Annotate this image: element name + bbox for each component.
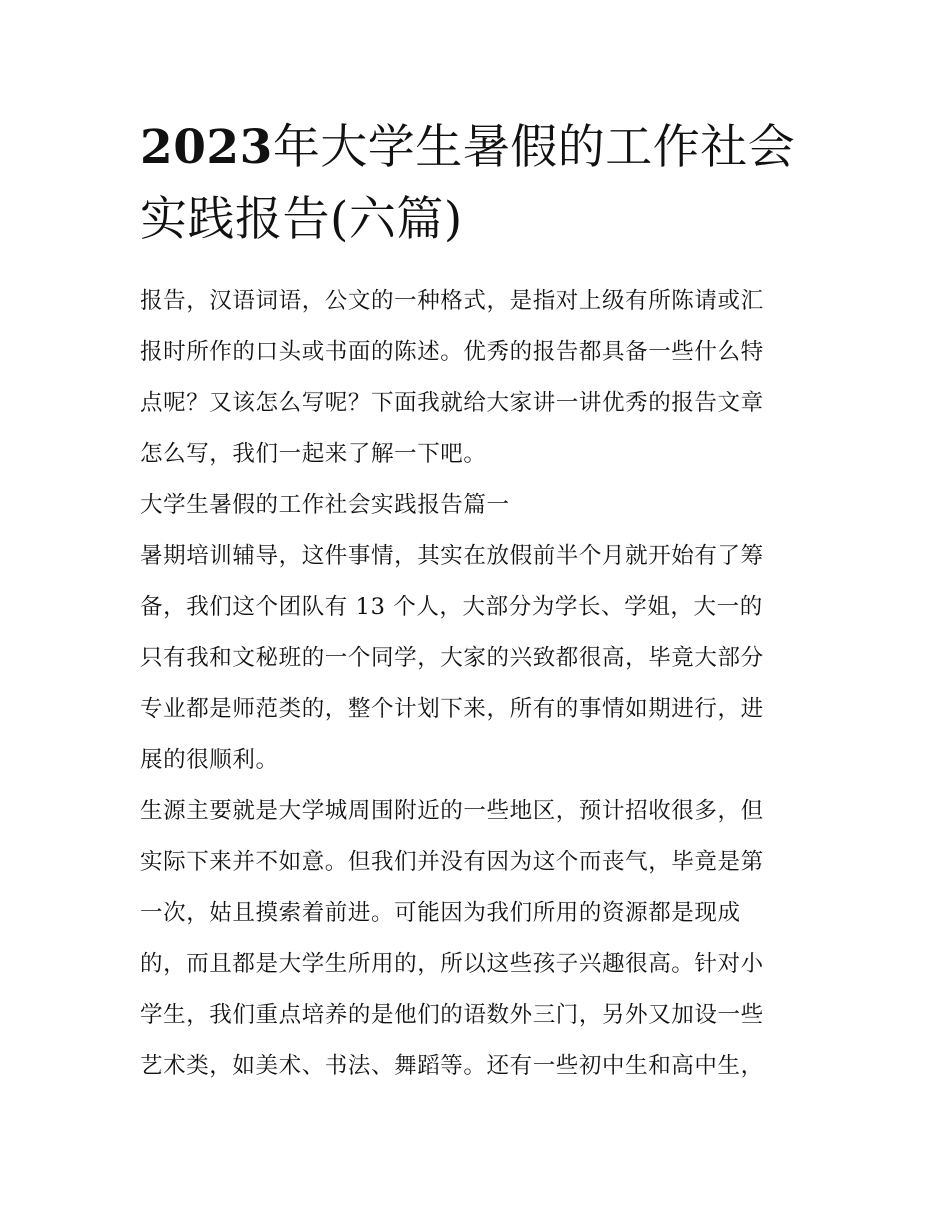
title-line-1: [140, 112, 820, 184]
body-line: 报告，汉语词语，公文的一种格式，是指对上级有所陈请或汇: [140, 288, 764, 314]
body-line: 一次，姑且摸索着前进。可能因为我们所用的资源都是现成: [140, 900, 741, 926]
body-line: 实际下来并不如意。但我们并没有因为这个而丧气，毕竟是第: [140, 849, 764, 875]
body-line: 怎么写，我们一起来了解一下吧。: [140, 441, 487, 467]
body-line: 学生，我们重点培养的是他们的语数外三门，另外又加设一些: [140, 1002, 764, 1028]
body-line: 备，我们这个团队有 13 个人，大部分为学长、学姐，大一的: [140, 594, 763, 620]
body-line: 点呢？又该怎么写呢？下面我就给大家讲一讲优秀的报告文章: [140, 390, 764, 416]
body-line: 报时所作的口头或书面的陈述。优秀的报告都具备一些什么特: [140, 339, 764, 365]
body-line: 的，而且都是大学生所用的，所以这些孩子兴趣很高。针对小: [140, 951, 764, 977]
body-line: 暑期培训辅导，这件事情，其实在放假前半个月就开始有了筹: [140, 543, 764, 569]
document-body: [140, 276, 830, 1092]
body-line: 艺术类，如美术、书法、舞蹈等。还有一些初中生和高中生，: [140, 1053, 764, 1079]
body-line: 专业都是师范类的，整个计划下来，所有的事情如期进行，进: [140, 696, 764, 722]
body-line: 只有我和文秘班的一个同学，大家的兴致都很高，毕竟大部分: [140, 645, 764, 671]
title-line-2: [140, 184, 820, 256]
title-text-2: 实践报告(六篇): [140, 192, 463, 247]
title-text-1: 年大学生暑假的工作社会: [272, 120, 796, 175]
document-title: [140, 112, 820, 256]
section-heading: 大学生暑假的工作社会实践报告篇一: [140, 492, 510, 518]
title-year: 2023: [140, 120, 273, 175]
body-line: 生源主要就是大学城周围附近的一些地区，预计招收很多，但: [140, 798, 764, 824]
body-line: 展的很顺利。: [140, 747, 279, 773]
